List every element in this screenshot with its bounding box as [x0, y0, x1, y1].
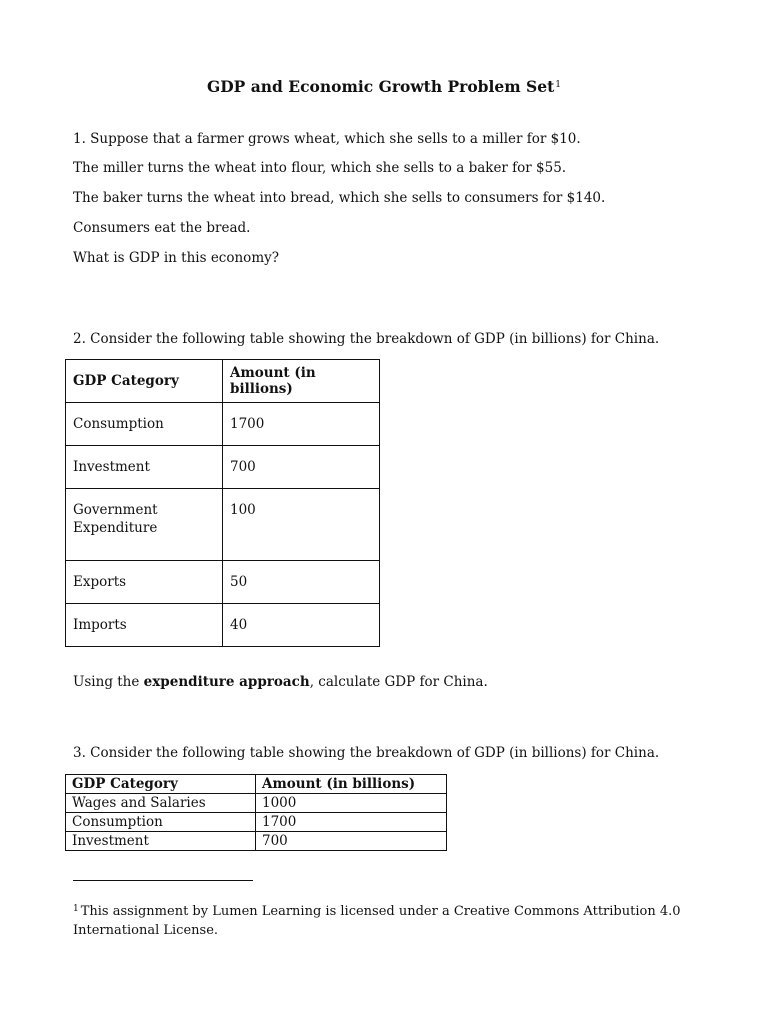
- instruction-text: , calculate GDP for China.: [309, 674, 488, 690]
- footnote: [73, 900, 693, 940]
- table-header-cell: Amount (in billions): [256, 775, 447, 794]
- table-row: [66, 813, 447, 832]
- table-cell-amount: 1700: [223, 403, 380, 446]
- table-row: [66, 489, 380, 561]
- q1-line-3: The baker turns the wheat into bread, which she sells to consumers for $140.: [73, 190, 606, 206]
- table-row: [66, 561, 380, 604]
- table-cell-amount: 1000: [256, 794, 447, 813]
- instruction-emphasis: expenditure approach: [143, 674, 310, 690]
- title-text: GDP and Economic Growth Problem Set: [206, 77, 555, 96]
- table-cell-amount: 1700: [256, 813, 447, 832]
- table-cell-category: Consumption: [66, 813, 256, 832]
- q2-prompt: 2. Consider the following table showing the breakdown of GDP (in billions) for China.: [73, 331, 660, 347]
- table-cell-category: Investment: [66, 832, 256, 851]
- footnote-divider: [73, 880, 253, 881]
- q1-line-4: Consumers eat the bread.: [73, 220, 251, 236]
- table-cell-category: Government Expenditure: [66, 489, 223, 561]
- table-header-row: [66, 775, 447, 794]
- table-cell-amount: 40: [223, 604, 380, 647]
- title-footnote-mark: 1: [555, 80, 561, 90]
- table-cell-amount: 700: [223, 446, 380, 489]
- q1-question: What is GDP in this economy?: [73, 250, 279, 266]
- table-cell-category: Exports: [66, 561, 223, 604]
- q1-line-2: The miller turns the wheat into flour, which she sells to a baker for $55.: [73, 160, 567, 176]
- q3-prompt: 3. Consider the following table showing the breakdown of GDP (in billions) for China.: [73, 745, 660, 761]
- table-cell-category: Consumption: [66, 403, 223, 446]
- table-row: [66, 604, 380, 647]
- q1-line-1: 1. Suppose that a farmer grows wheat, which she sells to a miller for $10.: [73, 131, 581, 147]
- table-header-cell: Amount (in billions): [223, 360, 380, 403]
- q2-instruction: [73, 674, 488, 690]
- table-cell-amount: 100: [223, 489, 380, 561]
- table-header-cell: GDP Category: [66, 775, 256, 794]
- instruction-text: Using the: [73, 674, 144, 690]
- table-cell-amount: 700: [256, 832, 447, 851]
- table-cell-category: Investment: [66, 446, 223, 489]
- table-cell-category: Wages and Salaries: [66, 794, 256, 813]
- table-cell-category: Imports: [66, 604, 223, 647]
- table-row: [66, 446, 380, 489]
- page-title: [0, 77, 768, 96]
- table-row: [66, 832, 447, 851]
- table-header-cell: GDP Category: [66, 360, 223, 403]
- table-cell-amount: 50: [223, 561, 380, 604]
- q3-gdp-table: [65, 774, 447, 851]
- footnote-mark: 1: [73, 904, 79, 914]
- table-row: [66, 794, 447, 813]
- table-row: [66, 403, 380, 446]
- table-header-row: [66, 360, 380, 403]
- footnote-text: This assignment by Lumen Learning is licensed under a Creative Commons Attribution 4.0 International License.: [73, 904, 681, 938]
- q2-gdp-table: [65, 359, 380, 647]
